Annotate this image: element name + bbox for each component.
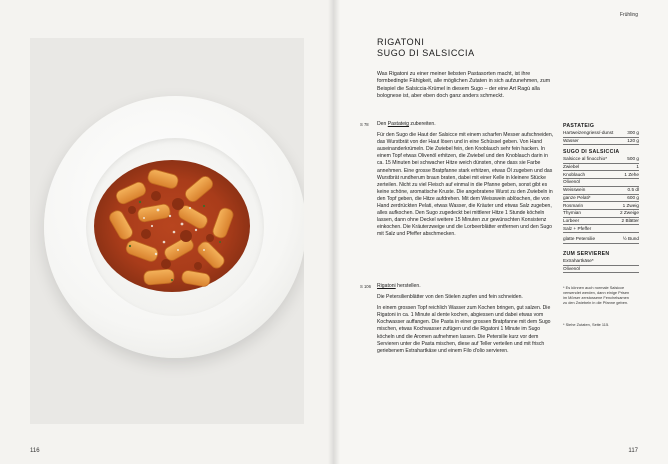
ingredient-name: ganze Pelati* [563, 194, 591, 200]
ingredient-name: Weisswein [563, 187, 586, 193]
ingredients-parsley [563, 236, 639, 244]
method-cooking-paragraph: In einem grossen Topf reichlich Wasser zum Kochen bringen, gut salzen. Die Rigatoni in ca. 1 Minute al dente kochen, abgiessen und dabei etwas vom Kochwasser auffangen. Die Pasta in einer grossen Bratpfanne mit dem Sugo mischen, etwas Kochwasser zufügen und die Rigatoni 1 Minute im Sugo köcheln und die Aromen aufnehmen lassen. Die Petersilie kurz vor dem Servieren unter die Pasta mischen, diese auf Teller verteilen und mit frisch geriebenem Extrahartkäse und einem Filo d'olio servieren. [377, 305, 551, 354]
method-parsley-paragraph: Die Petersilienblätter von den Stielen zupfen und fein schneiden. [377, 294, 523, 301]
recipe-title [377, 37, 475, 59]
ingredient-name: Lorbeer [563, 217, 580, 223]
step-rigatoni [377, 283, 555, 290]
method-part-1 [377, 121, 555, 243]
ingredient-qty [637, 258, 639, 264]
ingredient-name: Salz + Pfeffer [563, 225, 592, 231]
running-head: Frühling [619, 12, 638, 18]
ingredient-qty [637, 266, 639, 272]
ingredient-row [563, 195, 639, 203]
recipe-title-main: RIGATONI [377, 37, 425, 47]
ingredient-name: Hartweizengriess/-dunst [563, 130, 614, 136]
footnote-salsicce: * Es können auch normale Salsicce verwendet werden, dann einige Prisen im Mörser zerstossene Fenchelsamen zu den Zwiebeln in die Pfanne geben. [563, 285, 630, 305]
ingredient-row [563, 225, 639, 233]
page-ref-pastateig: S 78 [360, 122, 369, 127]
ingredient-name: glatte Petersilie [563, 236, 596, 242]
recipe-title-sub: SUGO DI SALSICCIA [377, 48, 475, 58]
ingredient-qty: 1 Zehe [624, 171, 639, 177]
pastateig-link[interactable]: Pastateig [387, 121, 410, 127]
ingredients-heading: ZUM SERVIEREN [563, 251, 610, 257]
ingredient-qty [637, 179, 639, 185]
ingredient-name: Wasser [563, 138, 579, 144]
ingredient-name: Knoblauch [563, 171, 586, 177]
ingredient-qty: 500 g [627, 156, 639, 162]
page-number-right: 117 [628, 448, 638, 454]
footnote-zutaten: * Siehe Zutaten, Seite 115. [563, 322, 610, 327]
ingredient-qty: 2 Zweige [619, 210, 639, 216]
ingredient-row [563, 138, 639, 146]
ingredient-qty [637, 226, 639, 232]
ingredient-qty: 1 Zweig [622, 202, 639, 208]
ingredients-sugo [563, 149, 639, 233]
page-number-left: 116 [30, 448, 40, 454]
method-part-2 [377, 283, 555, 359]
ingredient-row [563, 236, 639, 244]
ingredients-heading: SUGO DI SALSICCIA [563, 149, 620, 155]
ingredient-qty: 120 g [627, 138, 639, 144]
method-sugo-paragraph: Für den Sugo die Haut der Salsicce mit einem scharfen Messer aufschneiden, das Wurstbrät von der Haut lösen und in eine Schüssel geben. Von Hand auseinanderkrümeln. Die Zwiebel fein, den Knoblauch sehr fein hacken. In einem Topf etwas Olivenöl erhitzen, die Zwiebel und den Knoblauch darin in ca. 15 Minuten bei schwacher Hitze weich dünsten, ohne dass sie Farbe annehmen. Eine grosse Bratpfanne stark erhitzen, etwas Öl zugeben und das Wurstbrät rundherum braun braten, dabei mit einer Kelle in kleinere Stücke zerteilen. Nicht zu viel Fleisch auf einmal in die Pfanne geben, sonst gibt es keine schöne, aromatische Kruste. Die angebratene Wurst zu den Zwiebeln in den Topf geben, die Hitze aufdrehen. Mit dem Weisswein ablöschen, die von Hand zerdrückten Pelati, etwas Wasser, die Kräuter und etwas Salz zugeben, alles aufkochen. Den Sugo zugedeckt bei mittlerer Hitze 1 Stunde köcheln lassen, dann ohne Deckel weitere 15 Minuten zur gewünschten Konsistenz einkochen. Die Kräuterzweige und die Lorbeerblätter entfernen und den Sugo mit Salz und Pfeffer abschmecken. [377, 132, 554, 238]
ingredient-qty: 300 g [627, 130, 639, 136]
ingredient-row [563, 187, 639, 195]
ingredient-row [563, 266, 639, 274]
ingredient-name: Olivenöl [563, 266, 580, 272]
ingredient-row [563, 130, 639, 138]
ingredient-row [563, 202, 639, 210]
ingredient-qty: 1 [636, 164, 639, 170]
step-rigatoni-rest: herstellen. [395, 283, 421, 289]
ingredient-row [563, 218, 639, 226]
ingredients-heading: PASTATEIG [563, 123, 595, 129]
ingredients-serving [563, 251, 639, 273]
ingredients-pastateig [563, 123, 639, 145]
ingredient-qty: 600 g [627, 194, 639, 200]
ingredient-name: Extrahartkäse* [563, 258, 594, 264]
ingredient-qty: 0.5 dl [627, 187, 639, 193]
ingredient-row [563, 210, 639, 218]
ingredient-name: Olivenöl [563, 179, 580, 185]
recipe-intro: Was Rigatoni zu einer meiner liebsten Pastasorten macht, ist ihre formbedingte Fähigkeit, alle möglichen Zutaten in sich aufzunehmen, zum Beispiel die Salsiccia-Krümel in diesem Sugo – der eine Art Ragù alla bolognese ist, aber eben doch ganz anders schmeckt. [377, 71, 551, 100]
ingredient-name: Thymian [563, 210, 581, 216]
ingredient-row [563, 171, 639, 179]
step-pastateig [377, 121, 555, 128]
page-ref-rigatoni: S 106 [360, 284, 371, 289]
ingredient-name: Rosmarin [563, 202, 584, 208]
rigatoni-pasta-image [86, 146, 256, 306]
ingredient-name: Zwiebel [563, 164, 580, 170]
dish-photo [30, 38, 304, 424]
ingredient-row [563, 258, 639, 266]
step-pastateig-lead: Den [377, 121, 388, 127]
rigatoni-link[interactable]: Rigatoni [377, 283, 396, 289]
book-gutter [328, 0, 340, 464]
ingredient-row [563, 156, 639, 164]
step-pastateig-rest: zubereiten. [409, 121, 436, 127]
ingredient-qty: 2 Blätter [621, 217, 639, 223]
ingredient-row [563, 179, 639, 187]
ingredient-name: Salsicce al finocchio* [563, 156, 608, 162]
ingredient-qty: ½ Bund [622, 236, 639, 242]
ingredient-row [563, 164, 639, 172]
